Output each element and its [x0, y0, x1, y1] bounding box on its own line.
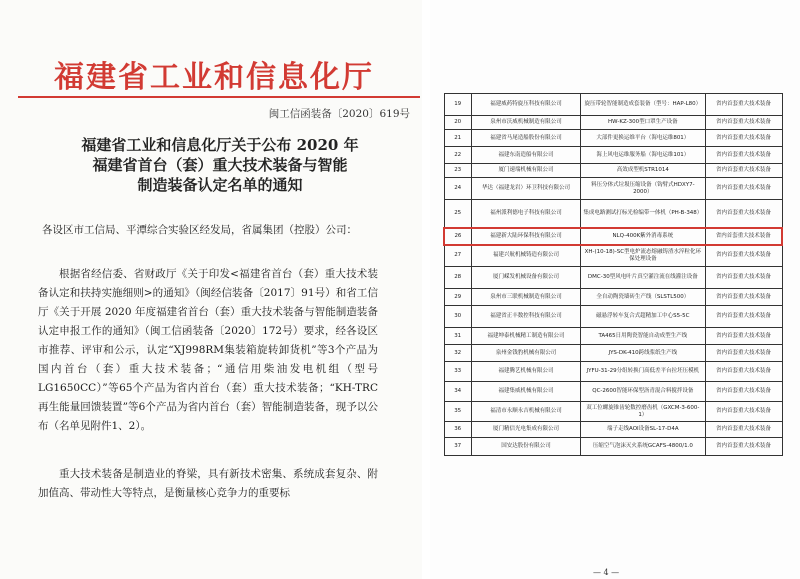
table-row	[444, 130, 782, 147]
company-cell: 国安达股份有限公司	[471, 438, 580, 456]
table-row	[444, 178, 782, 200]
category-cell: 省内首套重大技术装备	[705, 306, 782, 328]
company-cell: 福清市永顺永吉机械有限公司	[471, 402, 580, 422]
table-row	[444, 164, 782, 178]
row-number: 34	[444, 382, 471, 402]
category-cell: 省内首套重大技术装备	[705, 178, 782, 200]
category-cell: 省内首套重大技术装备	[705, 116, 782, 130]
table-row	[444, 200, 782, 228]
category-cell: 省内首套重大技术装备	[705, 289, 782, 306]
table-row	[444, 382, 782, 402]
row-number: 23	[444, 164, 471, 178]
table-row	[444, 94, 782, 116]
category-cell: 省内首套重大技术装备	[705, 200, 782, 228]
category-cell: 省内首套重大技术装备	[705, 147, 782, 164]
category-cell: 省内首套重大技术装备	[705, 228, 782, 245]
equipment-cell: XH-(10-18)-SC型电炉流态熔融铸渣水淬粒化环保处理设备	[581, 245, 705, 267]
notice-title-line2: 福建省首台（套）重大技术装备与智能	[92, 156, 348, 174]
category-cell: 省内首套重大技术装备	[705, 345, 782, 362]
category-cell: 省内首套重大技术装备	[705, 382, 782, 402]
company-cell: 福建集威机械有限公司	[471, 382, 580, 402]
equipment-cell: 高效成型机STR1014	[581, 164, 705, 178]
row-number: 33	[444, 362, 471, 382]
red-divider	[18, 96, 420, 98]
table-row	[444, 245, 782, 267]
row-number: 21	[444, 130, 471, 147]
equipment-cell: TA465日用陶瓷智能自动成型生产线	[581, 328, 705, 345]
table-row	[444, 267, 782, 289]
body-paragraph-2: 重大技术装备是制造业的脊梁，具有新技术密集、系统成套复杂、附加值高、带动性大等特点，是衡量核心竞争力的重要标	[38, 468, 378, 499]
table-row	[444, 422, 782, 438]
equipment-cell: 集成电路测试打标光检编带一体机（PH-B-348）	[581, 200, 705, 228]
category-cell: 省内首套重大技术装备	[705, 94, 782, 116]
equipment-cell: HW-KZ-300型口罩生产设备	[581, 116, 705, 130]
table-row	[444, 306, 782, 328]
company-cell: 厦门速端机械有限公司	[471, 164, 580, 178]
row-number: 22	[444, 147, 471, 164]
equipment-cell: 全自动陶瓷墙砖生产线（SLSTL500）	[581, 289, 705, 306]
row-number: 36	[444, 422, 471, 438]
row-number: 35	[444, 402, 471, 422]
category-cell: 省内首套重大技术装备	[705, 164, 782, 178]
equipment-cell: 旋压带轮智能制造成套装备（型号：HAP-L80）	[581, 94, 705, 116]
table-row	[444, 362, 782, 382]
equipment-cell: 双工位螺旋锥齿轮数控磨齿机（GXCM-3-600-1）	[581, 402, 705, 422]
category-cell: 省内首套重大技术装备	[705, 362, 782, 382]
row-number: 29	[444, 289, 471, 306]
row-number: 28	[444, 267, 471, 289]
category-cell: 省内首套重大技术装备	[705, 267, 782, 289]
table-row	[444, 147, 782, 164]
company-cell: 泉州金钱豹机械有限公司	[471, 345, 580, 362]
table-row	[444, 402, 782, 422]
row-number: 25	[444, 200, 471, 228]
company-cell: 福建东南造船有限公司	[471, 147, 580, 164]
equipment-cell: JYS-DK-410跨线浆纸生产线	[581, 345, 705, 362]
row-number: 30	[444, 306, 471, 328]
equipment-cell: DMC-30型风电叶片真空灌注流在线灌注设备	[581, 267, 705, 289]
company-cell: 华达（福建龙岩）环卫科技有限公司	[471, 178, 580, 200]
company-cell: 福州派利德电子科技有限公司	[471, 200, 580, 228]
company-cell: 福建省马尾造船股份有限公司	[471, 130, 580, 147]
company-cell: 福建坤泰机械精工制造有限公司	[471, 328, 580, 345]
notice-title-line1: 福建省工业和信息化厅关于公布 2020 年	[81, 136, 359, 154]
company-cell: 泉州市三联机械制造有限公司	[471, 289, 580, 306]
notice-title-line3: 制造装备认定名单的通知	[137, 176, 303, 194]
table-row	[444, 289, 782, 306]
equipment-cell: 料压分体式垃圾压缩设备（钩臂式HDXY7-2000）	[581, 178, 705, 200]
body-paragraph-1: 根据省经信委、省财政厅《关于印发<福建省首台（套）重大技术装备认定和扶持实施细则>的通知》（闽经信装备〔2017〕91号）和省工信厅《关于开展 2020 年度福建省首台（套）重大技术装备与智能制造装备认定申报工作的通知》（闽工信函装备〔2020〕172号）要求，经各设区市推荐、评审和公示，认定“XJ998RM集装箱旋转卸货机”等3个产品为国内首台（套）重大技术装备；“通信用柴油发电机组（型号 LG1650CC）”等65个产品为省内首台（套）重大技术装备；“KH-TRC 再生能量回馈装置”等6个产品为省内首台（套）智能制造装备，现予以公布（名单见附件1、2）。	[38, 268, 378, 432]
company-cell: 厦门精信光电集成有限公司	[471, 422, 580, 438]
row-number: 24	[444, 178, 471, 200]
category-cell: 省内首套重大技术装备	[705, 402, 782, 422]
equipment-cell: 海上风电运维服务船（海电运维101）	[581, 147, 705, 164]
category-cell: 省内首套重大技术装备	[705, 245, 782, 267]
equipment-cell: 大部件更换运维平台（海电运维801）	[581, 130, 705, 147]
row-number: 32	[444, 345, 471, 362]
equipment-cell: QC-2600智能环保型沥青混合料搅拌设备	[581, 382, 705, 402]
page-number: — 4 —	[593, 568, 620, 577]
category-cell: 省内首套重大技术装备	[705, 422, 782, 438]
equipment-table	[443, 93, 783, 456]
company-cell: 福建腾艺机械有限公司	[471, 362, 580, 382]
row-number: 27	[444, 245, 471, 267]
category-cell: 省内首套重大技术装备	[705, 130, 782, 147]
document-number: 闽工信函装备〔2020〕619号	[268, 108, 410, 120]
row-number: 37	[444, 438, 471, 456]
table-row	[444, 438, 782, 456]
company-cell: 福建新大陆环保科技有限公司	[471, 228, 580, 245]
agency-header: 福建省工业和信息化厅	[54, 60, 374, 95]
equipment-cell: 压缩空气泡沫灭火系统GCAFS-4800/1.0	[581, 438, 705, 456]
row-number: 31	[444, 328, 471, 345]
company-cell: 泉州市沃威机械制造有限公司	[471, 116, 580, 130]
category-cell: 省内首套重大技术装备	[705, 438, 782, 456]
equipment-cell: NLQ-400K紫外消毒系统	[581, 228, 705, 245]
recipients: 各设区市工信局、平潭综合实验区经发局，省属集团（控股）公司：	[42, 224, 357, 236]
table-row	[444, 328, 782, 345]
company-cell: 福建威药特旋压科技有限公司	[471, 94, 580, 116]
equipment-cell: JYFU-31-29分组转换门高低差平台拉坯压模机	[581, 362, 705, 382]
table-row	[444, 116, 782, 130]
row-number: 20	[444, 116, 471, 130]
row-number: 19	[444, 94, 471, 116]
equipment-cell: 端子走线AOI设备SL-17-D4A	[581, 422, 705, 438]
table-row	[444, 345, 782, 362]
company-cell: 福建兴航机械铸造有限公司	[471, 245, 580, 267]
equipment-cell: 磁悬浮转车复合式超精加工中心S5-5C	[581, 306, 705, 328]
table-row	[444, 228, 782, 245]
company-cell: 福建省正丰数控科技有限公司	[471, 306, 580, 328]
company-cell: 厦门嵘发机械设备有限公司	[471, 267, 580, 289]
category-cell: 省内首套重大技术装备	[705, 328, 782, 345]
row-number: 26	[444, 228, 471, 245]
